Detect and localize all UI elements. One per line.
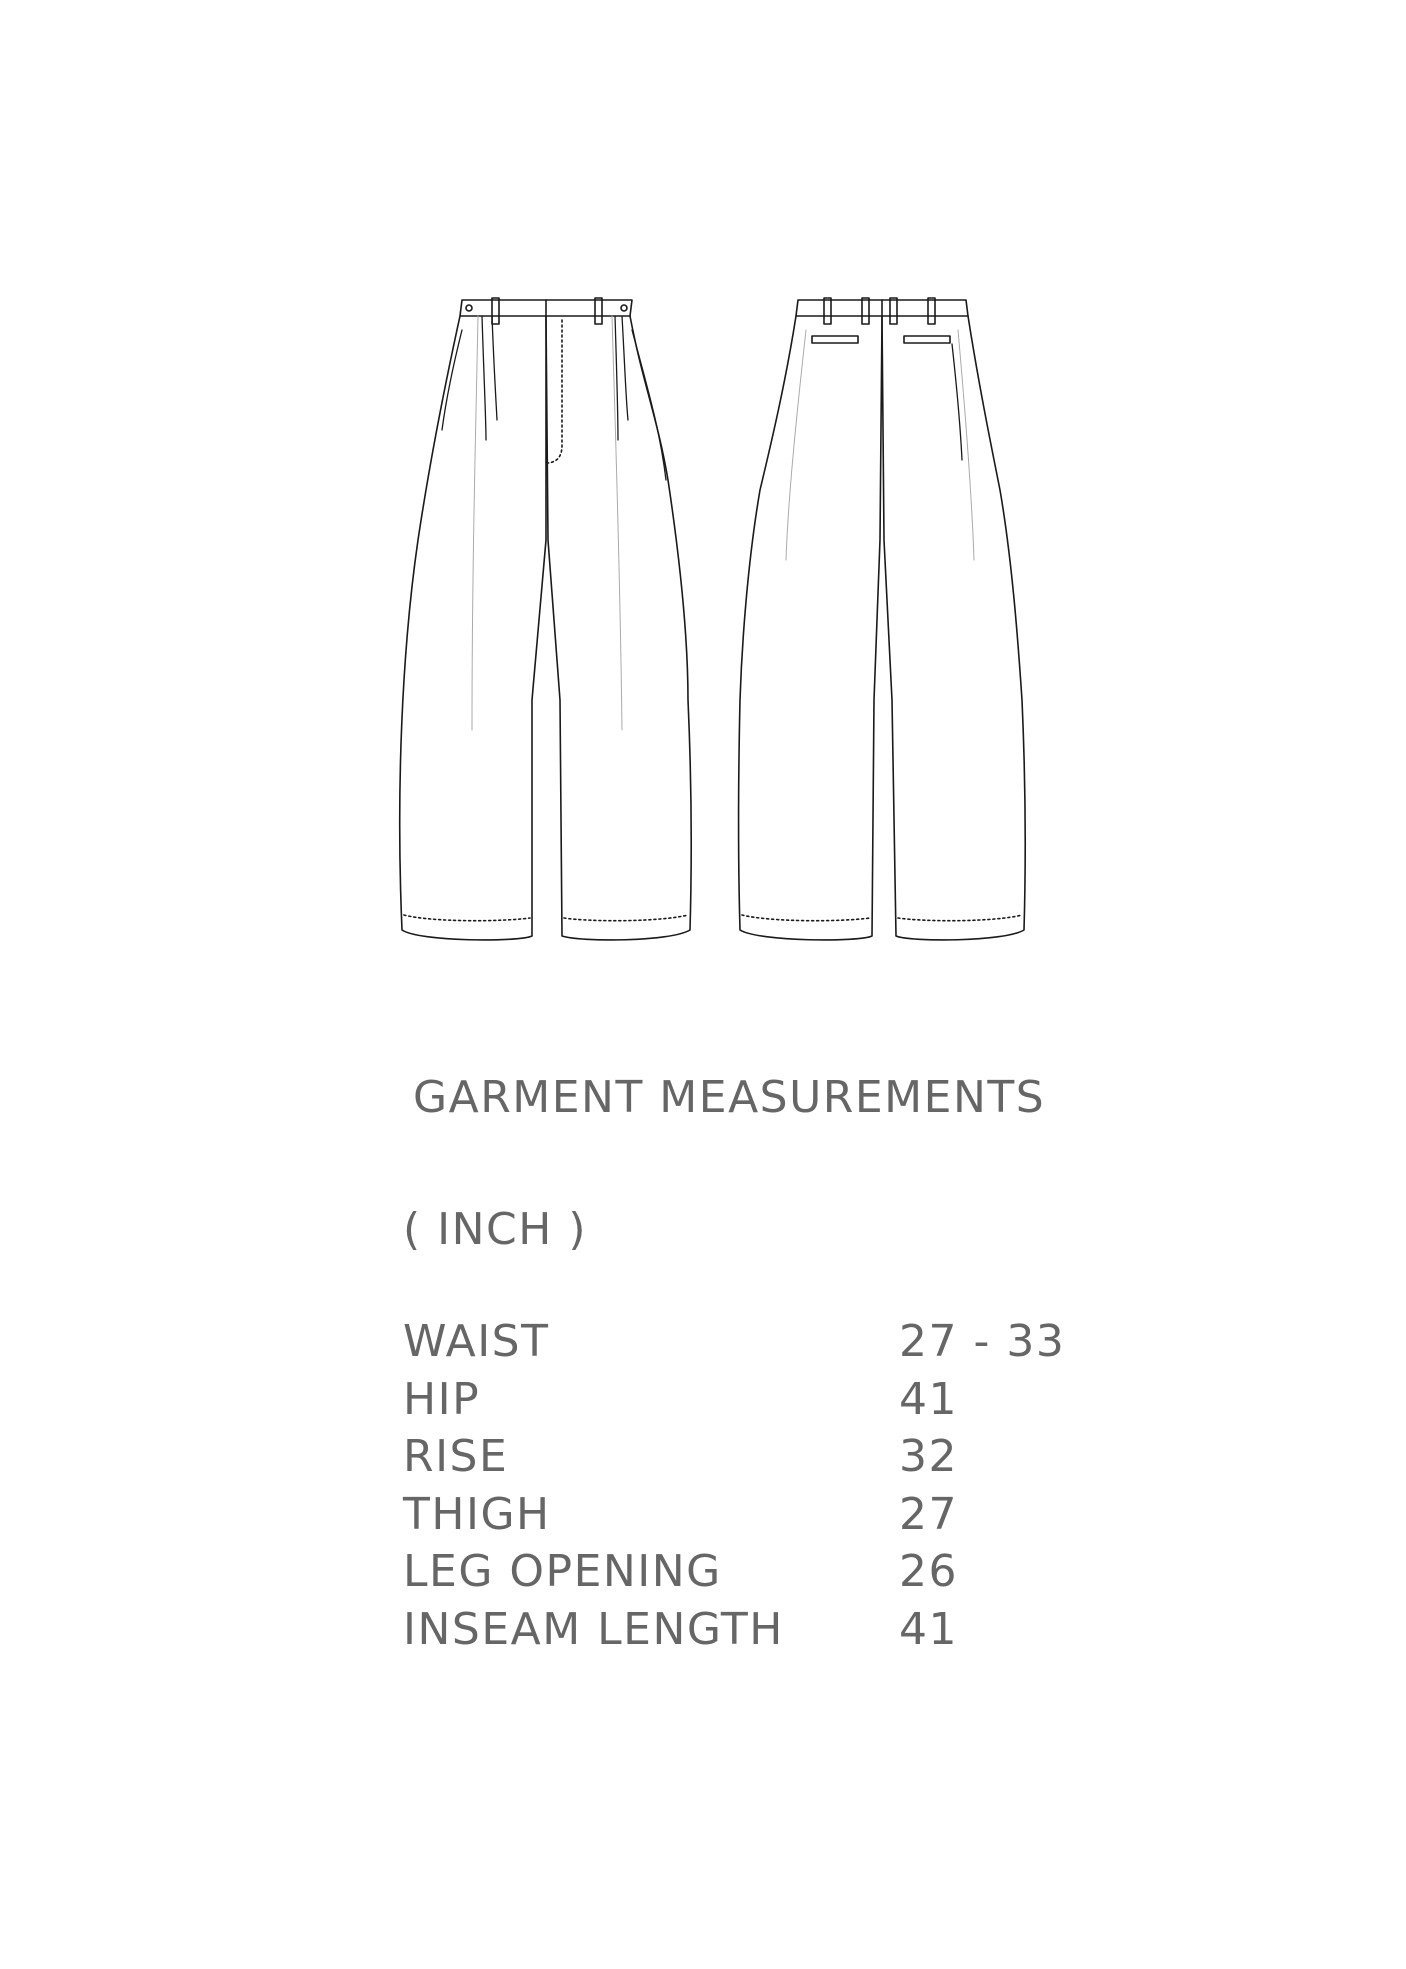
- measurement-value: 41: [899, 1603, 958, 1655]
- measurement-value: 27: [899, 1488, 958, 1540]
- measurement-row-thigh: [403, 1486, 1123, 1544]
- measurement-label: INSEAM LENGTH: [403, 1603, 784, 1655]
- measurement-row-leg-opening: [403, 1543, 1123, 1601]
- measurement-row-waist: [403, 1313, 1123, 1371]
- pants-front-drawing: [400, 298, 692, 940]
- measurement-label: LEG OPENING: [403, 1546, 722, 1597]
- measurement-row-inseam-length: [403, 1601, 1123, 1659]
- measurement-row-hip: [403, 1371, 1123, 1429]
- page-title: GARMENT MEASUREMENTS: [413, 1072, 1046, 1123]
- measurement-row-rise: [403, 1428, 1123, 1486]
- measurement-value: 32: [899, 1431, 958, 1482]
- pants-back-drawing: [739, 298, 1026, 940]
- measurements-table: [403, 1313, 1123, 1658]
- measurement-label: THIGH: [403, 1488, 551, 1540]
- measurement-value: 41: [899, 1373, 958, 1425]
- measurement-value: 26: [899, 1546, 958, 1597]
- measurement-label: HIP: [403, 1373, 481, 1425]
- measurement-label: WAIST: [403, 1316, 550, 1367]
- measurement-value: 27 - 33: [899, 1316, 1066, 1367]
- unit-label: ( INCH ): [403, 1204, 588, 1255]
- measurement-label: RISE: [403, 1431, 509, 1482]
